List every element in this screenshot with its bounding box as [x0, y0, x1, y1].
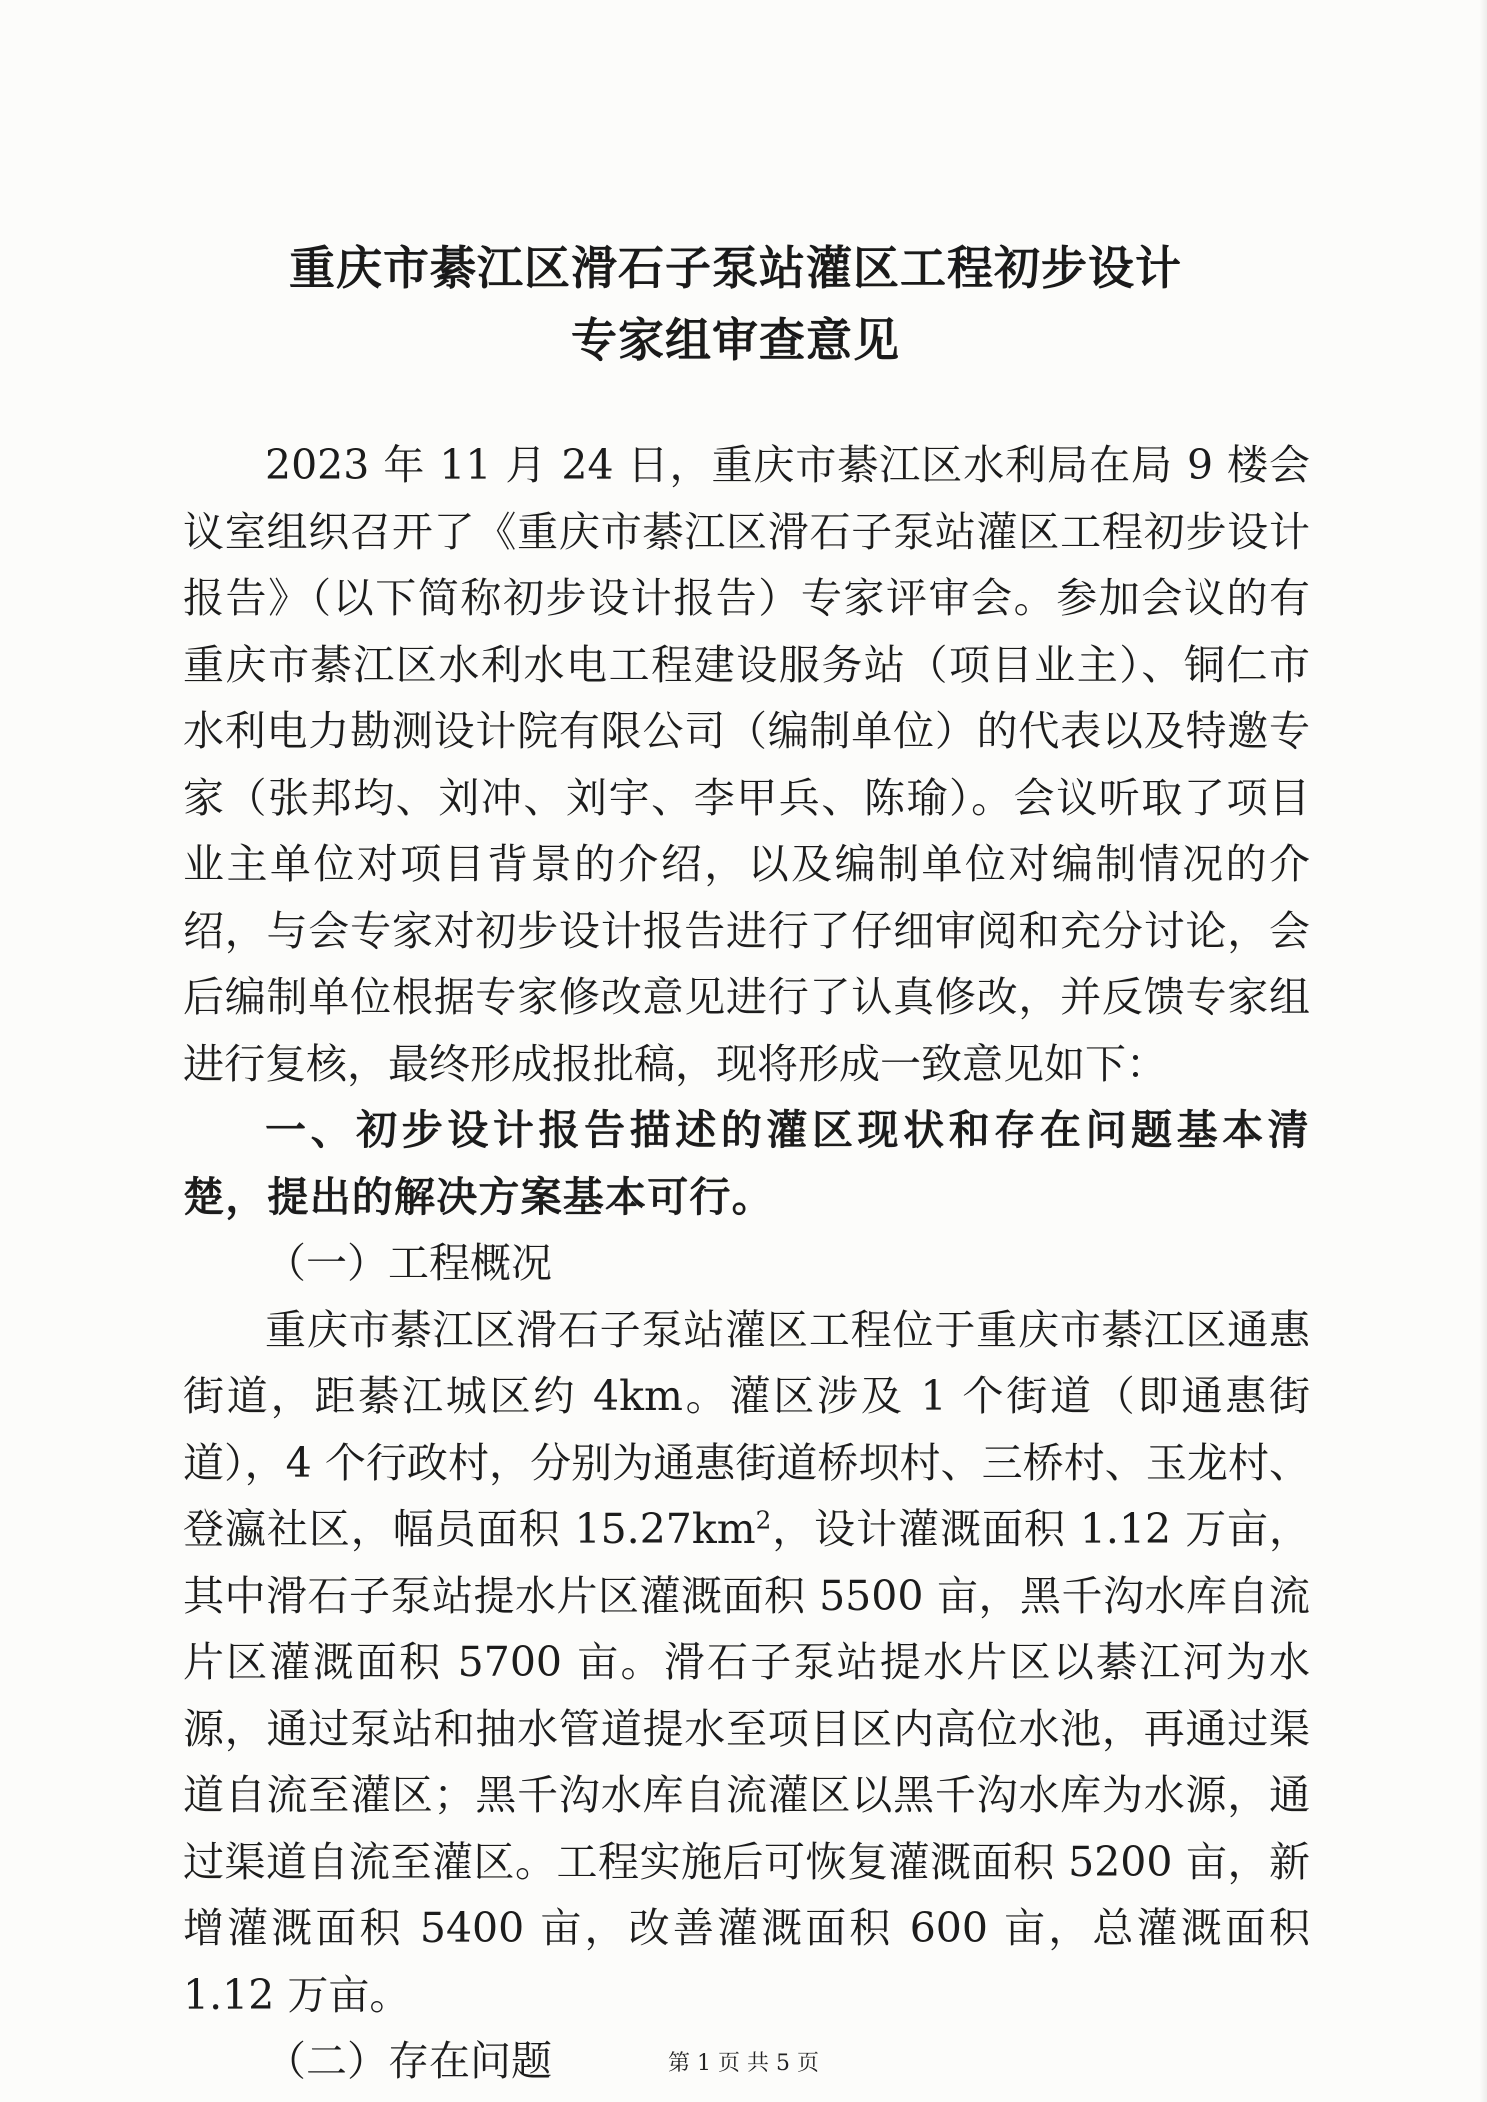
document-body	[183, 432, 1310, 2095]
document-title-line2: 专家组审查意见	[571, 313, 900, 367]
page-footer: 第 1 页 共 5 页	[668, 2051, 819, 2076]
document-title-line1: 重庆市綦江区滑石子泵站灌区工程初步设计	[289, 241, 1182, 295]
scan-edge-shadow	[1479, 0, 1487, 2102]
paragraph-meeting-intro: 2023 年 11 月 24 日，重庆市綦江区水利局在局 9 楼会议室组织召开了《重庆市綦江区滑石子泵站灌区工程初步设计报告》（以下简称初步设计报告）专家评审会。参加会议的有重庆市綦江区水利水电工程建设服务站（项目业主）、铜仁市水利电力勘测设计院有限公司（编制单位）的代表以及特邀专家（张邦均、刘冲、刘宇、李甲兵、陈瑜）。会议听取了项目业主单位对项目背景的介绍，以及编制单位对编制情况的介绍，与会专家对初步设计报告进行了仔细审阅和充分讨论，会后编制单位根据专家修改意见进行了认真修改，并反馈专家组进行复核，最终形成报批稿，现将形成一致意见如下：	[183, 441, 1310, 1088]
overview-text-part1: 重庆市綦江区滑石子泵站灌区工程位于重庆市綦江区通惠街道，距綦江城区约 4km。灌区涉及 1 个街道（即通惠街道），4 个行政村，分别为通惠街道桥坝村、三桥村、玉龙村、登瀛社区，幅员面积 15.27km	[183, 1305, 1310, 1553]
section-heading-1: 一、初步设计报告描述的灌区现状和存在问题基本清楚，提出的解决方案基本可行。	[183, 1106, 1310, 1221]
superscript-2: 2	[755, 1505, 772, 1535]
subsection-heading-problems: （二）存在问题	[265, 2037, 552, 2085]
paragraph-project-overview	[183, 1297, 1310, 2029]
subsection-heading-overview: （一）工程概况	[265, 1239, 552, 1287]
overview-text-part2: ，设计灌溉面积 1.12 万亩，其中滑石子泵站提水片区灌溉面积 5500 亩，黑千沟水库自流片区灌溉面积 5700 亩。滑石子泵站提水片区以綦江河为水源，通过泵站和抽水管道提水至项目区内高位水池，再通过渠道自流至灌区；黑千沟水库自流灌区以黑千沟水库为水源，通过渠道自流至灌区。工程实施后可恢复灌溉面积 5200 亩，新增灌溉面积 5400 亩，改善灌溉面积 600 亩，总灌溉面积 1.12 万亩。	[183, 1505, 1310, 2019]
